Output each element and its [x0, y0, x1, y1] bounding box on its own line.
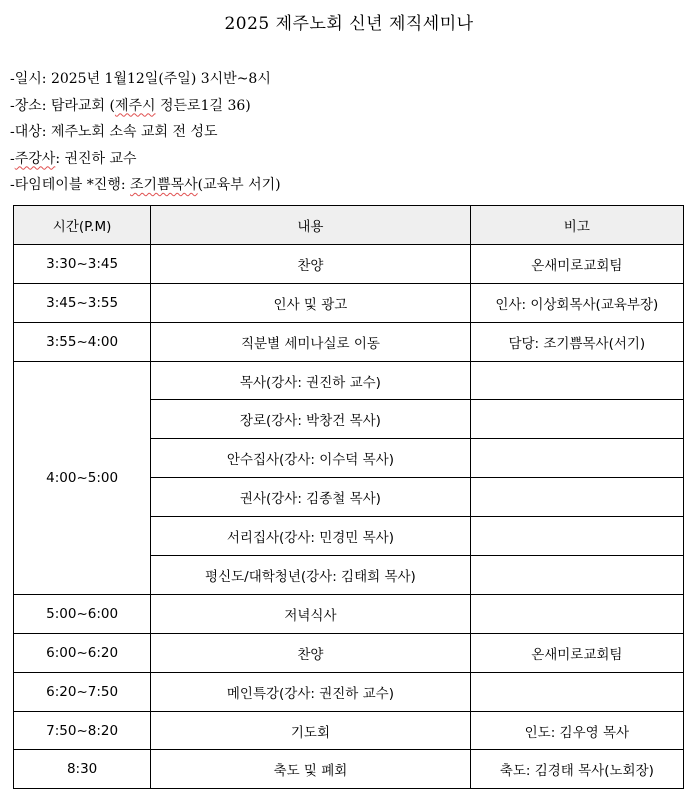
info-audience [10, 119, 281, 146]
row-note [470, 517, 683, 556]
row-note [470, 672, 683, 711]
row-content: 찬양 [151, 633, 470, 672]
row-time: 3:45~3:55 [14, 283, 151, 322]
info-host [10, 172, 281, 199]
row-note: 축도: 김경태 목사(노회장) [470, 750, 683, 789]
row-time: 7:50~8:20 [14, 711, 151, 750]
row-content: 축도 및 폐회 [151, 750, 470, 789]
info-audience-label: -대상: [10, 124, 51, 140]
info-speaker-value: : 권진하 교수 [55, 150, 137, 167]
table-header-row [14, 206, 684, 245]
info-host-role: (교육부 서기) [197, 177, 281, 193]
table-row [14, 283, 684, 322]
header-content: 내용 [151, 206, 470, 245]
row-note: 온새미로교회팀 [470, 244, 683, 283]
info-date [10, 66, 281, 93]
row-content: 권사(강사: 김종철 목사) [151, 478, 470, 517]
table-row [14, 750, 684, 789]
row-note [470, 400, 683, 439]
info-host-name: 조기쁨목사 [130, 177, 198, 193]
row-note [470, 361, 683, 400]
row-note: 담당: 조기쁨목사(서기) [470, 322, 683, 361]
row-note: 인사: 이상회목사(교육부장) [470, 283, 683, 322]
row-note [470, 594, 683, 633]
header-note: 비고 [470, 206, 683, 245]
table-row [14, 594, 684, 633]
info-date-value: 2025년 1월12일(주일) 3시반~8시 [50, 71, 271, 87]
row-time: 5:00~6:00 [14, 594, 151, 633]
row-time: 6:20~7:50 [14, 672, 151, 711]
row-content: 안수집사(강사: 이수덕 목사) [151, 439, 470, 478]
table-row [14, 244, 684, 283]
row-time: 3:55~4:00 [14, 322, 151, 361]
table-row [14, 633, 684, 672]
row-content: 평신도/대학청년(강사: 김태희 목사) [151, 556, 470, 595]
row-note [470, 556, 683, 595]
table-row [14, 711, 684, 750]
document-title: 2025 제주노회 신년 제직세미나 [224, 14, 474, 34]
row-content: 목사(강사: 권진하 교수) [151, 361, 470, 400]
row-note [470, 439, 683, 478]
row-content: 저녁식사 [151, 594, 470, 633]
info-speaker [10, 146, 281, 173]
info-speaker-prefix: - [10, 150, 15, 167]
info-date-label: -일시: [10, 71, 51, 87]
info-location-value: 정든로1길 36) [155, 97, 251, 114]
row-content: 찬양 [151, 244, 470, 283]
row-note: 인도: 김우영 목사 [470, 711, 683, 750]
row-content: 서리집사(강사: 민경민 목사) [151, 517, 470, 556]
row-time: 3:30~3:45 [14, 244, 151, 283]
row-content: 기도회 [151, 711, 470, 750]
info-location-label: -장소: 탐라교회 ( [10, 97, 115, 114]
info-location [10, 93, 281, 120]
row-note [470, 478, 683, 517]
row-note: 온새미로교회팀 [470, 633, 683, 672]
event-info-list [10, 66, 281, 199]
row-content: 장로(강사: 박창건 목사) [151, 400, 470, 439]
row-content: 직분별 세미나실로 이동 [151, 322, 470, 361]
schedule-table [13, 205, 684, 789]
table-row [14, 361, 684, 400]
info-speaker-label: 주강사 [14, 150, 56, 167]
row-time: 6:00~6:20 [14, 633, 151, 672]
session-time: 4:00~5:00 [14, 361, 151, 594]
header-time: 시간(P.M) [14, 206, 151, 245]
info-location-marked: 제주시 [114, 97, 156, 114]
table-row [14, 322, 684, 361]
table-row [14, 672, 684, 711]
row-time: 8:30 [14, 750, 151, 789]
info-audience-value: 제주노회 소속 교회 전 성도 [50, 124, 218, 140]
row-content: 메인특강(강사: 권진하 교수) [151, 672, 470, 711]
info-host-label: -타임테이블 *진행: [10, 177, 131, 193]
row-content: 인사 및 광고 [151, 283, 470, 322]
